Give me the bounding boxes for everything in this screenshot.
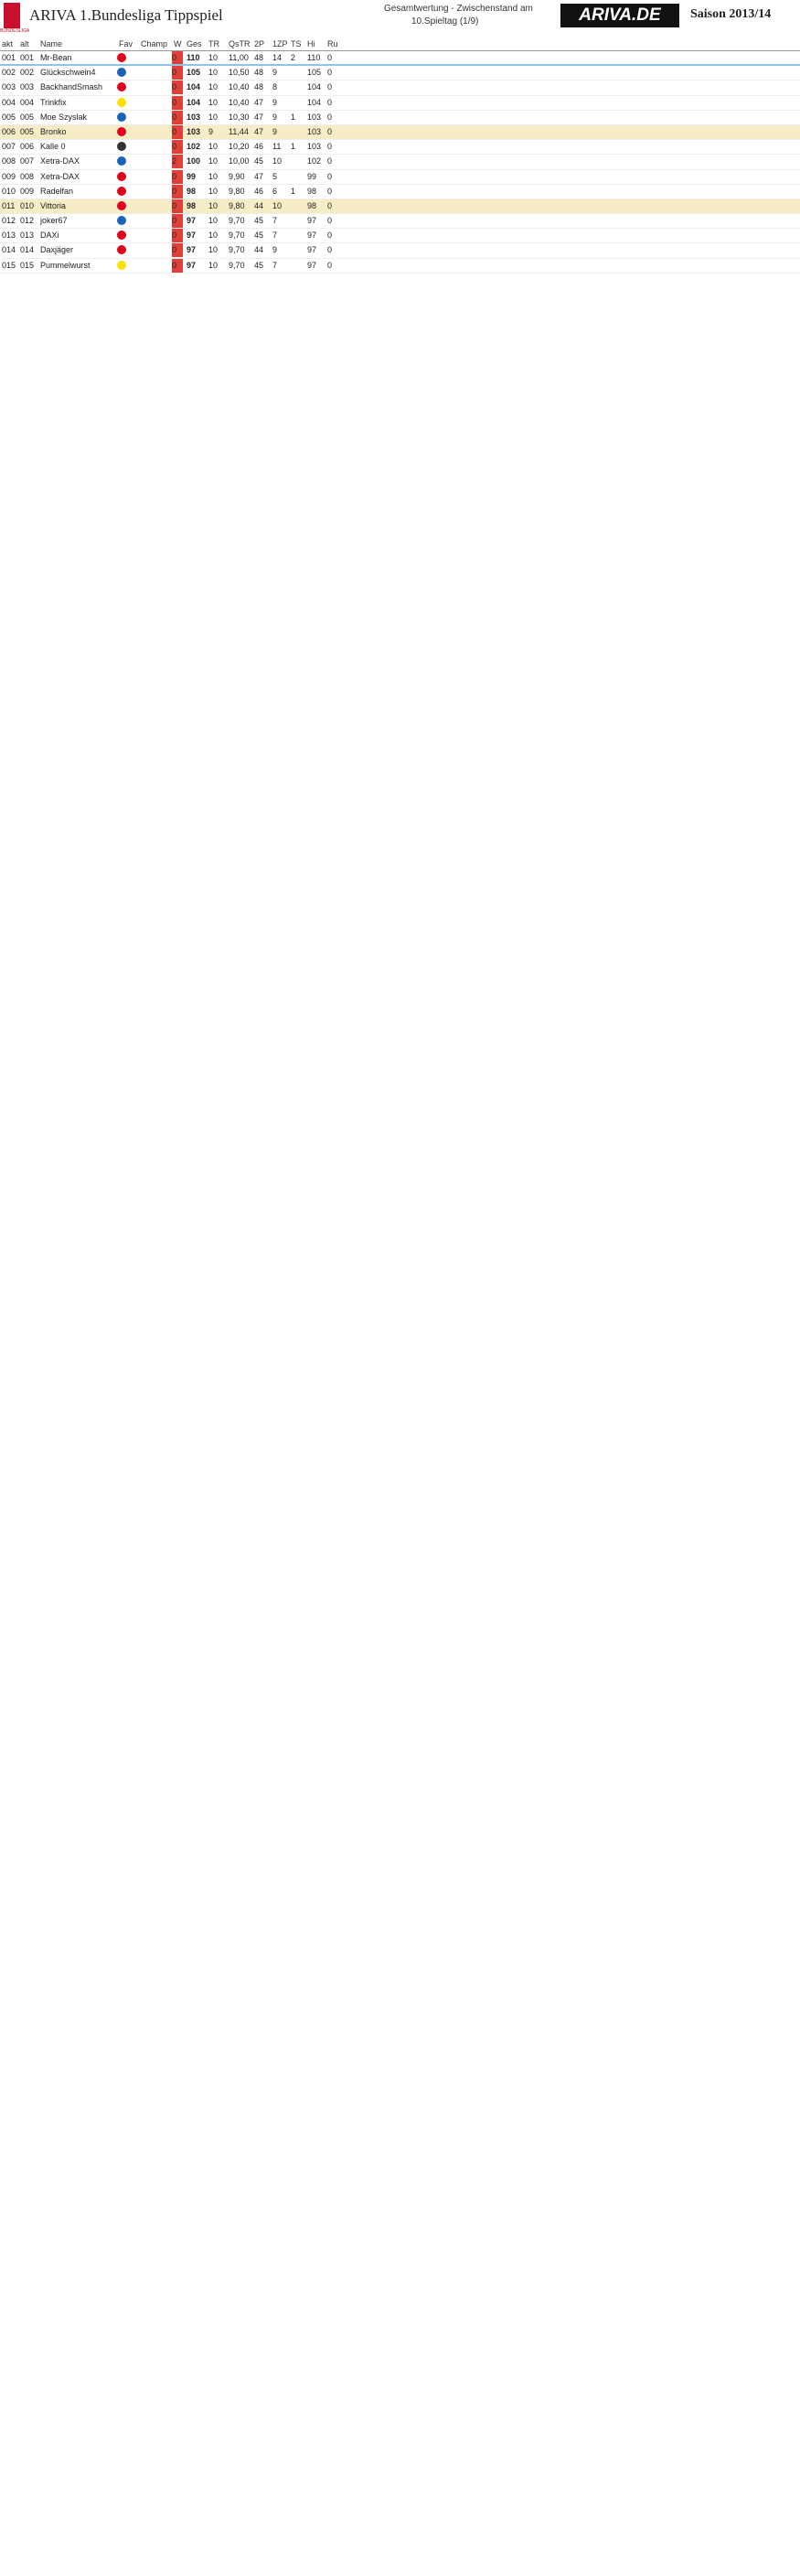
rank-cell: 007 (2, 142, 16, 152)
ts-cell: 2 (291, 53, 296, 62)
favorite-club-icon (117, 243, 137, 259)
favorite-club-icon (117, 96, 137, 112)
favorite-club-icon (117, 185, 137, 200)
w-cell: 0 (172, 170, 183, 184)
tr-cell: 10 (208, 231, 219, 241)
previous-rank-cell: 005 (20, 126, 35, 136)
col-fav: Fav (119, 39, 133, 48)
player-name[interactable]: Radelfan (40, 186, 74, 196)
page-header (0, 0, 800, 37)
col-akt: akt (2, 39, 14, 48)
table-row[interactable] (0, 125, 800, 140)
two-point-cell: 45 (254, 216, 264, 226)
player-name[interactable]: Daxjäger (40, 245, 74, 255)
col-2p: 2P (254, 39, 265, 48)
hi-cell: 104 (307, 82, 322, 92)
tr-cell: 10 (208, 97, 219, 107)
one-zp-cell: 10 (272, 156, 283, 166)
player-name[interactable]: Mr-Bean (40, 53, 72, 62)
rank-cell: 005 (2, 112, 16, 122)
hi-cell: 103 (307, 142, 322, 152)
player-name[interactable]: Moe Szyslak (40, 112, 88, 122)
w-cell: 0 (172, 51, 183, 65)
one-zp-cell: 8 (272, 82, 278, 92)
one-zp-cell: 6 (272, 186, 278, 196)
table-row[interactable] (0, 199, 800, 214)
page-title: ARIVA 1.Bundesliga Tippspiel (29, 6, 223, 24)
ts-cell: 1 (291, 112, 296, 122)
w-cell: 0 (172, 66, 183, 80)
col-qtr: QsTR (229, 39, 251, 48)
tr-cell: 10 (208, 186, 219, 196)
tr-cell: 10 (208, 142, 219, 152)
previous-rank-cell: 009 (20, 186, 35, 196)
favorite-club-icon (117, 199, 137, 215)
previous-rank-cell: 003 (20, 82, 35, 92)
col-ts: TS (291, 39, 302, 48)
w-cell: 0 (172, 243, 183, 257)
ru-cell: 0 (327, 53, 333, 62)
two-point-cell: 47 (254, 97, 264, 107)
qstr-cell: 10,40 (229, 82, 250, 92)
player-name[interactable]: Vittoria (40, 200, 66, 210)
w-cell: 0 (172, 185, 183, 199)
w-cell: 0 (172, 140, 183, 154)
previous-rank-cell: 015 (20, 260, 35, 270)
ru-cell: 0 (327, 142, 333, 152)
col-tr: TR (208, 39, 219, 48)
player-name[interactable]: Xetra-DAX (40, 156, 80, 166)
season-label: Saison 2013/14 (690, 7, 772, 21)
col-ru: Ru (327, 39, 338, 48)
col-ges: Ges (187, 39, 202, 48)
favorite-club-icon (117, 80, 137, 96)
table-row[interactable] (0, 214, 800, 229)
rank-cell: 002 (2, 68, 16, 78)
one-zp-cell: 7 (272, 260, 278, 270)
qstr-cell: 10,00 (229, 156, 250, 166)
ru-cell: 0 (327, 156, 333, 166)
one-zp-cell: 5 (272, 171, 278, 181)
ru-cell: 0 (327, 126, 333, 136)
tr-cell: 10 (208, 68, 219, 78)
qstr-cell: 9,70 (229, 216, 245, 226)
table-row[interactable] (0, 170, 800, 185)
column-header (0, 38, 800, 51)
standings-table (0, 51, 800, 274)
total-points: 110 (187, 53, 200, 62)
total-points: 97 (187, 245, 197, 255)
two-point-cell: 47 (254, 112, 264, 122)
table-row[interactable] (0, 155, 800, 169)
w-cell: 0 (172, 80, 183, 94)
total-points: 97 (187, 260, 197, 270)
qstr-cell: 9,70 (229, 245, 245, 255)
one-zp-cell: 14 (272, 53, 283, 62)
player-name[interactable]: joker67 (40, 216, 68, 226)
two-point-cell: 45 (254, 156, 264, 166)
qstr-cell: 10,20 (229, 142, 250, 152)
previous-rank-cell: 008 (20, 171, 35, 181)
brand-logo[interactable]: ARIVA.DE (560, 4, 679, 27)
qstr-cell: 11,44 (229, 126, 249, 136)
total-points: 104 (187, 82, 201, 92)
two-point-cell: 46 (254, 186, 264, 196)
table-row[interactable] (0, 111, 800, 125)
one-zp-cell: 9 (272, 245, 278, 255)
player-name[interactable]: Trinkfix (40, 97, 67, 107)
hi-cell: 99 (307, 171, 317, 181)
total-points: 97 (187, 231, 197, 241)
favorite-club-icon (117, 229, 137, 244)
player-name[interactable]: DAXi (40, 231, 59, 241)
tr-cell: 10 (208, 82, 219, 92)
two-point-cell: 48 (254, 82, 264, 92)
one-zp-cell: 9 (272, 112, 278, 122)
col-1zp: 1ZP (272, 39, 288, 48)
player-name[interactable]: Pummelwurst (40, 260, 91, 270)
favorite-club-icon (117, 155, 137, 170)
tr-cell: 10 (208, 260, 219, 270)
qstr-cell: 11,00 (229, 53, 249, 62)
total-points: 102 (187, 142, 201, 152)
col-champ: Champ (141, 39, 168, 48)
previous-rank-cell: 013 (20, 231, 35, 241)
player-name[interactable]: Xetra-DAX (40, 171, 80, 181)
w-cell: 0 (172, 125, 183, 139)
ru-cell: 0 (327, 68, 333, 78)
col-w: W (174, 39, 182, 48)
qstr-cell: 9,80 (229, 186, 245, 196)
table-row[interactable] (0, 259, 800, 274)
tr-cell: 9 (208, 126, 214, 136)
ru-cell: 0 (327, 216, 333, 226)
ru-cell: 0 (327, 200, 333, 210)
table-row[interactable] (0, 243, 800, 258)
rank-cell: 001 (2, 53, 16, 62)
tr-cell: 10 (208, 216, 219, 226)
two-point-cell: 47 (254, 171, 264, 181)
ru-cell: 0 (327, 186, 333, 196)
qstr-cell: 9,70 (229, 231, 245, 241)
col-alt: alt (20, 39, 29, 48)
two-point-cell: 45 (254, 231, 264, 241)
two-point-cell: 46 (254, 142, 264, 152)
w-cell: 0 (172, 199, 183, 213)
rank-cell: 003 (2, 82, 16, 92)
ru-cell: 0 (327, 245, 333, 255)
rank-cell: 009 (2, 171, 16, 181)
two-point-cell: 44 (254, 200, 264, 210)
hi-cell: 102 (307, 156, 322, 166)
ru-cell: 0 (327, 97, 333, 107)
hi-cell: 103 (307, 112, 322, 122)
hi-cell: 103 (307, 126, 322, 136)
one-zp-cell: 10 (272, 200, 283, 210)
hi-cell: 98 (307, 186, 317, 196)
qstr-cell: 10,50 (229, 68, 250, 78)
ru-cell: 0 (327, 260, 333, 270)
table-row[interactable] (0, 66, 800, 80)
col-name: Name (40, 39, 63, 48)
total-points: 100 (187, 156, 201, 166)
rank-cell: 011 (2, 200, 16, 210)
subtitle-line-1: Gesamtwertung - Zwischenstand am (384, 4, 533, 14)
total-points: 103 (187, 112, 201, 122)
hi-cell: 104 (307, 97, 322, 107)
player-name[interactable]: Kalle 0 (40, 142, 66, 152)
col-hi: Hi (307, 39, 315, 48)
one-zp-cell: 9 (272, 97, 278, 107)
rank-cell: 015 (2, 260, 16, 270)
ru-cell: 0 (327, 82, 333, 92)
ru-cell: 0 (327, 171, 333, 181)
favorite-club-icon (117, 259, 137, 274)
total-points: 105 (187, 68, 201, 78)
one-zp-cell: 9 (272, 126, 278, 136)
total-points: 97 (187, 216, 197, 226)
ts-cell: 1 (291, 186, 296, 196)
qstr-cell: 10,30 (229, 112, 250, 122)
table-row[interactable] (0, 229, 800, 243)
player-name[interactable]: BackhandSmash (40, 82, 103, 92)
previous-rank-cell: 010 (20, 200, 35, 210)
tr-cell: 10 (208, 171, 219, 181)
tr-cell: 10 (208, 53, 219, 62)
hi-cell: 97 (307, 231, 317, 241)
two-point-cell: 48 (254, 68, 264, 78)
subtitle-line-2: 10.Spieltag (1/9) (411, 16, 479, 27)
one-zp-cell: 9 (272, 68, 278, 78)
hi-cell: 97 (307, 260, 317, 270)
ru-cell: 0 (327, 112, 333, 122)
qstr-cell: 10,40 (229, 97, 250, 107)
tr-cell: 10 (208, 245, 219, 255)
two-point-cell: 45 (254, 260, 264, 270)
favorite-club-icon (117, 214, 137, 230)
qstr-cell: 9,90 (229, 171, 245, 181)
total-points: 99 (187, 171, 197, 181)
leader-separator (0, 64, 800, 66)
hi-cell: 105 (307, 68, 322, 78)
previous-rank-cell: 006 (20, 142, 35, 152)
favorite-club-icon (117, 111, 137, 126)
rank-cell: 010 (2, 186, 16, 196)
qstr-cell: 9,80 (229, 200, 245, 210)
w-cell: 2 (172, 155, 183, 168)
tr-cell: 10 (208, 112, 219, 122)
total-points: 103 (187, 126, 201, 136)
two-point-cell: 44 (254, 245, 264, 255)
rank-cell: 013 (2, 231, 16, 241)
qstr-cell: 9,70 (229, 260, 245, 270)
hi-cell: 97 (307, 245, 317, 255)
previous-rank-cell: 004 (20, 97, 35, 107)
player-name[interactable]: Glückschwein4 (40, 68, 96, 78)
favorite-club-icon (117, 170, 137, 186)
rank-cell: 014 (2, 245, 16, 255)
ru-cell: 0 (327, 231, 333, 241)
table-row[interactable] (0, 140, 800, 155)
table-row[interactable] (0, 96, 800, 111)
table-row[interactable] (0, 80, 800, 95)
one-zp-cell: 7 (272, 216, 278, 226)
previous-rank-cell: 002 (20, 68, 35, 78)
previous-rank-cell: 001 (20, 53, 35, 62)
rank-cell: 004 (2, 97, 16, 107)
bundesliga-logo (4, 3, 20, 28)
rank-cell: 006 (2, 126, 16, 136)
rank-cell: 008 (2, 156, 16, 166)
total-points: 98 (187, 200, 197, 210)
two-point-cell: 48 (254, 53, 264, 62)
table-row[interactable] (0, 185, 800, 199)
w-cell: 0 (172, 229, 183, 242)
total-points: 98 (187, 186, 197, 196)
w-cell: 0 (172, 259, 183, 273)
hi-cell: 97 (307, 216, 317, 226)
ts-cell: 1 (291, 142, 296, 152)
logo-caption: BUNDESLIGA (0, 28, 30, 34)
hi-cell: 98 (307, 200, 317, 210)
total-points: 104 (187, 97, 201, 107)
favorite-club-icon (117, 140, 137, 156)
previous-rank-cell: 005 (20, 112, 35, 122)
w-cell: 0 (172, 96, 183, 110)
previous-rank-cell: 012 (20, 216, 35, 226)
rank-cell: 012 (2, 216, 16, 226)
hi-cell: 110 (307, 53, 321, 62)
w-cell: 0 (172, 111, 183, 124)
w-cell: 0 (172, 214, 183, 228)
tr-cell: 10 (208, 200, 219, 210)
previous-rank-cell: 014 (20, 245, 35, 255)
one-zp-cell: 11 (272, 142, 282, 152)
previous-rank-cell: 007 (20, 156, 35, 166)
favorite-club-icon (117, 125, 137, 141)
favorite-club-icon (117, 66, 137, 81)
tr-cell: 10 (208, 156, 219, 166)
two-point-cell: 47 (254, 126, 264, 136)
player-name[interactable]: Bronko (40, 126, 67, 136)
one-zp-cell: 7 (272, 231, 278, 241)
